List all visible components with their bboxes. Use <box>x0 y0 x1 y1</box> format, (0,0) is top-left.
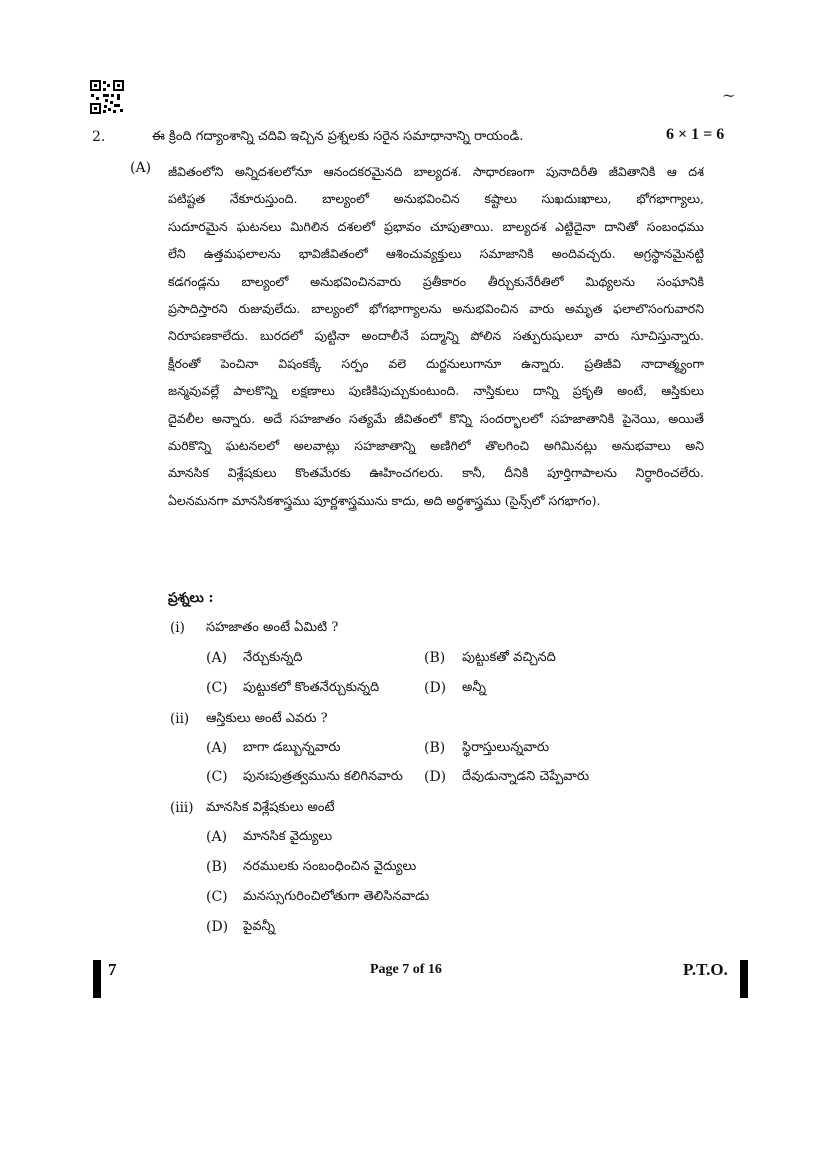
passage <box>168 158 704 514</box>
page-info: Page 7 of 16 <box>370 962 442 977</box>
option-letter: (D) <box>424 769 447 785</box>
questions-heading: ప్రశ్నలు : <box>168 590 214 606</box>
option-letter: (C) <box>206 889 228 905</box>
subquestion-number: (ii) <box>170 711 190 727</box>
option-letter: (B) <box>206 859 228 875</box>
passage-line: జన్మవువల్లే పాలకొన్ని లక్షణాలు పుణికిపుచ్చుకుంటుంది. నాస్తికులు దాన్ని ప్రకృతి అంటే, ఆస్తికులు <box>168 383 704 399</box>
passage-line: జీవితంలోని అన్నిదశలలోనూ ఆనందకరమైనది బాల్యదశ. సాధారణంగా పునాదిరీతి జీవితానికి ఆ దశ <box>168 164 704 179</box>
question-marks: 6 × 1 = 6 <box>666 126 725 143</box>
passage-line: లేని ఉత్తమఫలాలను భావిజీవితంలో ఆశించువ్యక్తులు సమాజానికి అందివచ్చరు. అగ్రస్థానమైనట్టి <box>168 246 704 262</box>
subquestion-text: ఆస్తికులు అంటే ఎవరు ? <box>206 711 328 726</box>
option-text: మానసిక వైద్యులు <box>243 829 333 844</box>
passage-line: మానసిక విశ్లేషకులు కొంతమేరకు ఊహించగలరు. కానీ, దీనికి పూర్తిగాపాలను నిర్ధారించలేరు. <box>168 465 704 481</box>
option-letter: (C) <box>206 769 228 785</box>
option-letter: (B) <box>424 650 446 666</box>
subquestion-number: (iii) <box>170 800 194 816</box>
passage-line: క్షీరంతో పెంచినా విషంకక్కే సర్పం వలె దుర్జనులుగానూ ఉన్నారు. ప్రతిజీవి నాదాత్మ్యంగా <box>168 355 704 371</box>
passage-line: ఏలనమనగా మానసికశాస్త్రము పూర్ణశాస్త్రమును కాదు, అది అర్ధశాస్త్రము (సైన్స్‌లో సగభాగం). <box>168 492 601 508</box>
page-number: 7 <box>108 960 117 979</box>
corner-mark: ~ <box>722 86 736 105</box>
option-text: బాగా డబ్బున్నవారు <box>243 740 341 755</box>
option-text: స్థిరాస్తులున్నవారు <box>462 740 550 755</box>
option-text: పుట్టుకలో కొంతనేర్చుకున్నది <box>243 680 380 695</box>
passage-line: సుదూరమైన ఘటనలు మిగిలిన దశలలో ప్రభావం చూపుతాయి. బాల్యదశ ఎట్టిదైనా దానితో సంబంధము <box>168 218 704 234</box>
option-text: దేవుడున్నాడని చెప్పేవారు <box>462 769 590 784</box>
option-text: పుట్టుకతో వచ్చినది <box>462 650 556 665</box>
option-letter: (B) <box>424 740 446 756</box>
subquestion-text: సహజాతం అంటే ఏమిటి ? <box>206 620 339 635</box>
footer-left-bar <box>93 960 101 998</box>
qr-code-icon <box>90 80 124 114</box>
passage-line: ప్రసాదిస్తారని రుజువులేదు. బాల్యంలో భోగభాగ్యాలను అనుభవించిన వారు అమృత ఫలాలొసంగువారని <box>168 301 704 317</box>
pto-label: P.T.O. <box>683 960 728 979</box>
passage-label: (A) <box>130 160 152 176</box>
option-text: అన్నీ <box>462 680 486 695</box>
subquestion-text: మానసిక విశ్లేషకులు అంటే <box>206 800 335 815</box>
option-letter: (A) <box>206 829 228 845</box>
question-number: 2. <box>92 129 106 145</box>
passage-line: మరికొన్ని ఘటనలలో అలవాట్లు సహజాతాన్ని అణిగిలో తొలగించి అగిమినట్లు అనుభవాలు అని <box>168 438 704 454</box>
passage-line: కడగండ్లను బాల్యంలో అనుభవించినవారు ప్రతీకారం తీర్చుకునేరీతిలో మిథ్యలను సంఘానికి <box>168 273 704 289</box>
option-letter: (D) <box>206 919 229 935</box>
option-letter: (A) <box>206 650 228 666</box>
passage-line: నిరూపణకాలేదు. బురదలో పుట్టినా అందాలీనే పద్మాన్ని పోలిన సత్పురుషులూ వారు సూచిస్తున్నారు. <box>168 328 704 344</box>
option-letter: (D) <box>424 680 447 696</box>
option-text: మనస్సుగురించిలోతుగా తెలిసినవాడు <box>243 889 430 904</box>
footer-right-bar <box>740 960 748 998</box>
option-text: నరములకు సంబంధించిన వైద్యులు <box>243 859 417 874</box>
passage-line: పటిష్టత నేకూరుస్తుంది. బాల్యంలో అనుభవించిన కష్టాలు సుఖదుఃఖాలు, భోగభాగ్యాలు, <box>168 191 704 207</box>
option-text: నేర్చుకున్నది <box>243 650 303 665</box>
option-text: పునఃపుత్రత్వమును కలిగినవారు <box>243 769 403 784</box>
passage-line: దైవలీల అన్నారు. అదే సహజాతం సత్యమే జీవితంలో కొన్ని సందర్భాలలో సహజాతానికి పైనెయి, అయితే <box>168 410 704 426</box>
subquestion-number: (i) <box>170 620 185 636</box>
option-text: పైవన్నీ <box>243 919 276 934</box>
question-instruction: ఈ క్రింది గద్యాంశాన్ని చదివి ఇచ్చిన ప్రశ్నలకు సరైన సమాధానాన్ని రాయండి. <box>152 129 524 144</box>
option-letter: (C) <box>206 680 228 696</box>
option-letter: (A) <box>206 740 228 756</box>
